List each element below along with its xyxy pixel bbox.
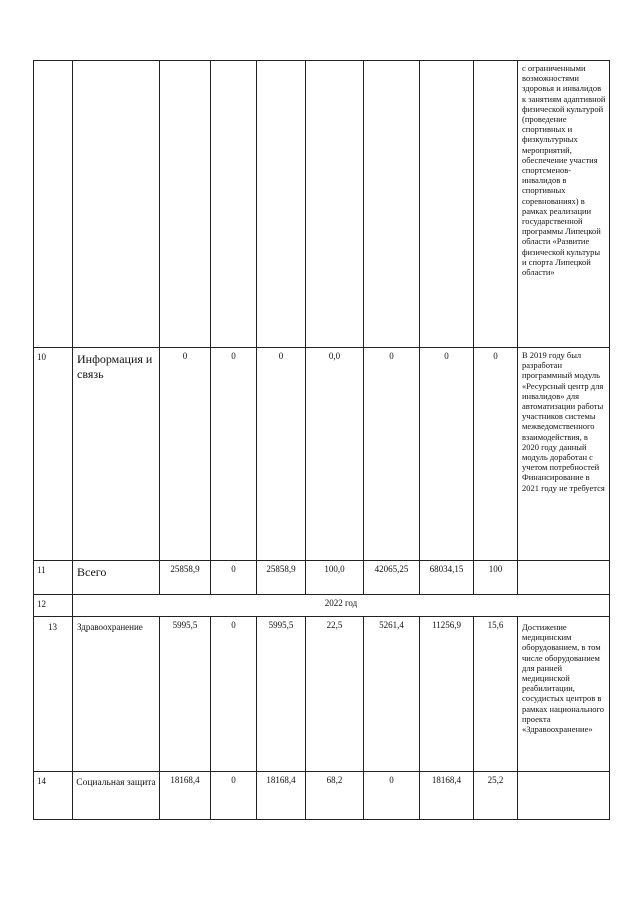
- cell-index: 14: [34, 772, 73, 820]
- cell-index: 12: [34, 595, 73, 617]
- cell-value: [257, 61, 306, 348]
- cell-value: 5995,5: [160, 617, 211, 772]
- cell-name: Информация и связь: [73, 348, 160, 561]
- cell-value: [160, 61, 211, 348]
- cell-value: 5995,5: [257, 617, 306, 772]
- cell-value: 18168,4: [257, 772, 306, 820]
- cell-name: Всего: [73, 561, 160, 595]
- cell-value: 0: [211, 617, 257, 772]
- cell-value: 68,2: [306, 772, 364, 820]
- cell-value: 18168,4: [160, 772, 211, 820]
- budget-table: [33, 60, 610, 820]
- cell-value: 22,5: [306, 617, 364, 772]
- cell-value: 0: [211, 348, 257, 561]
- cell-index: [34, 61, 73, 348]
- cell-value: 25858,9: [257, 561, 306, 595]
- table-row-11: [34, 561, 610, 595]
- table-row-10: [34, 348, 610, 561]
- cell-value: 42065,25: [364, 561, 420, 595]
- cell-value: 100: [474, 561, 518, 595]
- cell-value: 68034,15: [420, 561, 474, 595]
- cell-value: 0: [211, 772, 257, 820]
- cell-value: 0: [364, 772, 420, 820]
- cell-value: 0,0: [306, 348, 364, 561]
- cell-note: с ограниченными возможностями здоровья и инвалидов к занятиям адаптивной физической культурой (проведение спортивных и физкультурных мероприятий, обеспечение участия спортсменов-инвалидов в спортивных соревнованиях) в рамках реализации государственной программы Липецкой области «Развитие физической культуры и спорта Липецкой области»: [518, 61, 610, 348]
- cell-value: [474, 61, 518, 348]
- cell-name: Социальная защита: [73, 772, 160, 820]
- table-row-continuation: [34, 61, 610, 348]
- cell-value: 11256,9: [420, 617, 474, 772]
- table-row-14: [34, 772, 610, 820]
- cell-value: 25858,9: [160, 561, 211, 595]
- cell-value: 0: [257, 348, 306, 561]
- cell-value: 5261,4: [364, 617, 420, 772]
- cell-note: [518, 772, 610, 820]
- cell-value: 0: [364, 348, 420, 561]
- cell-value: 0: [160, 348, 211, 561]
- cell-index: 13: [34, 617, 73, 772]
- cell-note: Достижение медицинским оборудованием, в том числе оборудованием для ранней медицинской реабилитации, сосудистых центров в рамках национального проекта «Здравоохранение»: [518, 617, 610, 772]
- cell-value: 18168,4: [420, 772, 474, 820]
- cell-value: 0: [474, 348, 518, 561]
- cell-value: [306, 61, 364, 348]
- cell-note: В 2019 году был разработан программный модуль «Ресурсный центр для инвалидов» для автоматизации работы участников системы межведомственного взаимодействия, в 2020 году данный модуль доработан с учетом потребностей Финансирование в 2021 году не требуется: [518, 348, 610, 561]
- table-row-12: [34, 595, 610, 617]
- cell-value: 15,6: [474, 617, 518, 772]
- cell-value: 25,2: [474, 772, 518, 820]
- cell-value: 0: [420, 348, 474, 561]
- cell-value: [211, 61, 257, 348]
- cell-value: [420, 61, 474, 348]
- cell-name: Здравоохранение: [73, 617, 160, 772]
- table-row-13: [34, 617, 610, 772]
- cell-name: [73, 61, 160, 348]
- cell-index: 11: [34, 561, 73, 595]
- cell-value: 0: [211, 561, 257, 595]
- cell-value: [364, 61, 420, 348]
- year-header: 2022 год: [73, 595, 610, 617]
- cell-index: 10: [34, 348, 73, 561]
- cell-value: 100,0: [306, 561, 364, 595]
- cell-note: [518, 561, 610, 595]
